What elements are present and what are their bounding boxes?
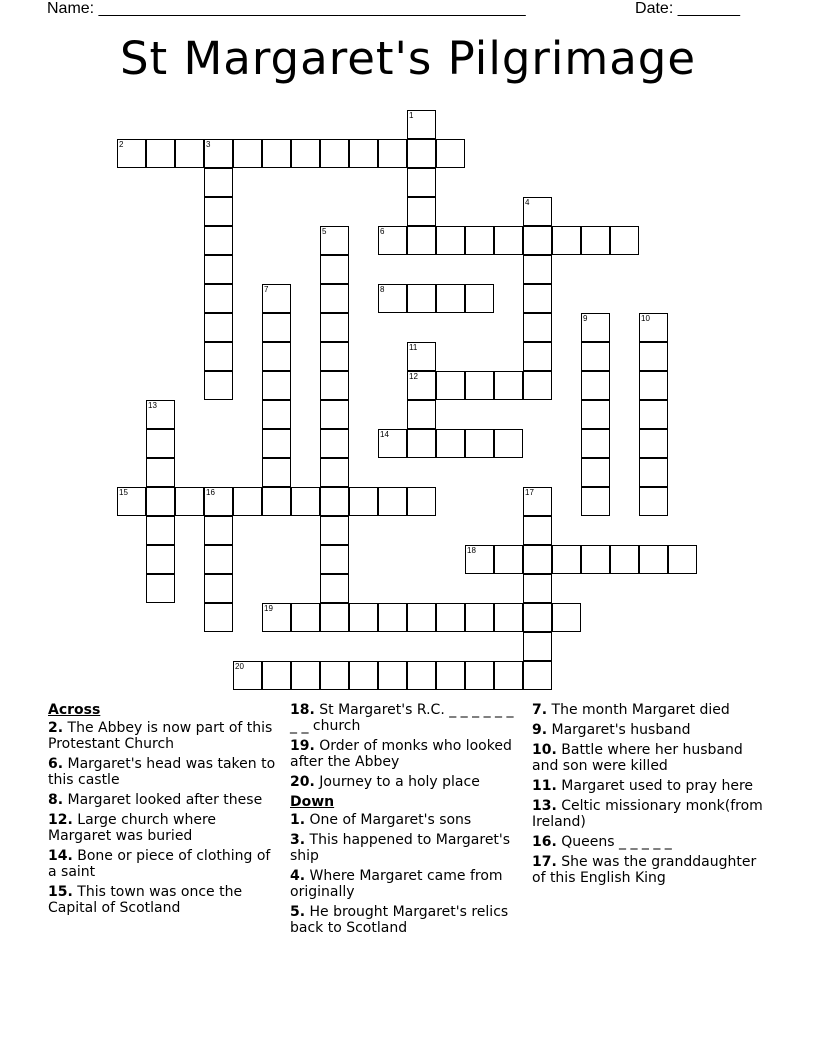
grid-cell[interactable] [262, 139, 291, 168]
grid-cell[interactable] [262, 342, 291, 371]
clue-item-number: 10. [532, 742, 557, 758]
grid-cell[interactable] [262, 661, 291, 690]
grid-cell[interactable] [320, 487, 349, 516]
down-clue-list-continued [532, 702, 768, 886]
clue-item-text: The Abbey is now part of this Protestant Church [48, 720, 273, 752]
grid-cell[interactable] [204, 255, 233, 284]
grid-cell[interactable] [407, 400, 436, 429]
grid-cell[interactable] [320, 313, 349, 342]
clue-item-number: 19. [290, 738, 315, 754]
grid-cell[interactable] [204, 226, 233, 255]
grid-cell[interactable] [465, 284, 494, 313]
clue-item [532, 854, 768, 886]
grid-cell[interactable] [436, 371, 465, 400]
grid-cell[interactable] [175, 487, 204, 516]
clue-item-number: 16. [532, 834, 557, 850]
across-heading: Across [48, 702, 101, 718]
clue-item-text: Queens _ _ _ _ _ [556, 834, 672, 850]
grid-cell[interactable] [146, 545, 175, 574]
grid-cell[interactable] [494, 226, 523, 255]
grid-cell[interactable] [146, 458, 175, 487]
clue-item [532, 834, 768, 850]
clue-item [290, 904, 522, 936]
grid-cell[interactable] [523, 226, 552, 255]
grid-cell[interactable] [117, 139, 146, 168]
clue-item [290, 702, 522, 734]
grid-cell[interactable] [407, 110, 436, 139]
clue-item-text: Battle where her husband and son were killed [532, 742, 743, 774]
clue-item-number: 5. [290, 904, 306, 920]
clues-column-2 [290, 702, 522, 940]
grid-cell[interactable] [349, 603, 378, 632]
clue-item-text: Where Margaret came from originally [290, 868, 503, 900]
grid-cell[interactable] [523, 197, 552, 226]
clue-item-number: 1. [290, 812, 306, 828]
clue-number: 6 [380, 227, 385, 236]
grid-cell[interactable] [204, 574, 233, 603]
grid-cell[interactable] [320, 284, 349, 313]
grid-cell[interactable] [320, 371, 349, 400]
clue-item-number: 8. [48, 792, 64, 808]
grid-cell[interactable] [494, 371, 523, 400]
grid-cell[interactable] [233, 661, 262, 690]
grid-cell[interactable] [436, 429, 465, 458]
grid-cell[interactable] [262, 458, 291, 487]
grid-cell[interactable] [639, 429, 668, 458]
grid-cell[interactable] [523, 371, 552, 400]
grid-cell[interactable] [378, 429, 407, 458]
down-heading: Down [290, 794, 335, 810]
grid-cell[interactable] [465, 371, 494, 400]
grid-cell[interactable] [320, 226, 349, 255]
clue-item-number: 2. [48, 720, 64, 736]
grid-cell[interactable] [378, 226, 407, 255]
clue-number: 12 [409, 372, 418, 381]
clue-number: 3 [206, 140, 211, 149]
grid-cell[interactable] [523, 487, 552, 516]
clue-item-number: 11. [532, 778, 557, 794]
clue-item-text: Margaret's head was taken to this castle [48, 756, 276, 788]
grid-cell[interactable] [378, 487, 407, 516]
grid-cell[interactable] [523, 574, 552, 603]
clue-number: 15 [119, 488, 128, 497]
grid-cell[interactable] [639, 342, 668, 371]
grid-cell[interactable] [494, 661, 523, 690]
grid-cell[interactable] [320, 139, 349, 168]
grid-cell[interactable] [407, 139, 436, 168]
grid-cell[interactable] [581, 458, 610, 487]
grid-cell[interactable] [204, 545, 233, 574]
grid-cell[interactable] [262, 371, 291, 400]
clue-number: 7 [264, 285, 269, 294]
grid-cell[interactable] [349, 661, 378, 690]
grid-cell[interactable] [581, 429, 610, 458]
grid-cell[interactable] [233, 487, 262, 516]
grid-cell[interactable] [175, 139, 204, 168]
clues-column-3 [532, 702, 768, 890]
clue-item-text: Bone or piece of clothing of a saint [48, 848, 271, 880]
clue-item-number: 14. [48, 848, 73, 864]
grid-cell[interactable] [233, 139, 262, 168]
across-clue-list [48, 720, 278, 916]
clue-item [290, 832, 522, 864]
grid-cell[interactable] [639, 545, 668, 574]
grid-cell[interactable] [146, 516, 175, 545]
clues-column-1 [48, 702, 278, 920]
grid-cell[interactable] [523, 284, 552, 313]
clue-item [48, 756, 278, 788]
grid-cell[interactable] [407, 487, 436, 516]
clue-item-text: Margaret's husband [547, 722, 691, 738]
grid-cell[interactable] [378, 603, 407, 632]
grid-cell[interactable] [523, 545, 552, 574]
grid-cell[interactable] [262, 429, 291, 458]
grid-cell[interactable] [204, 313, 233, 342]
clue-item-number: 9. [532, 722, 548, 738]
clue-number: 4 [525, 198, 530, 207]
grid-cell[interactable] [552, 603, 581, 632]
clue-item-text: Celtic missionary monk(from Ireland) [532, 798, 763, 830]
grid-cell[interactable] [668, 545, 697, 574]
clue-item [290, 774, 522, 790]
grid-cell[interactable] [291, 139, 320, 168]
grid-cell[interactable] [262, 284, 291, 313]
grid-cell[interactable] [639, 313, 668, 342]
grid-cell[interactable] [465, 661, 494, 690]
grid-cell[interactable] [320, 603, 349, 632]
grid-cell[interactable] [436, 603, 465, 632]
grid-cell[interactable] [320, 661, 349, 690]
grid-cell[interactable] [407, 226, 436, 255]
clue-item-number: 3. [290, 832, 306, 848]
across-clue-list-continued [290, 702, 522, 790]
grid-cell[interactable] [204, 342, 233, 371]
grid-cell[interactable] [349, 139, 378, 168]
grid-cell[interactable] [407, 603, 436, 632]
grid-cell[interactable] [610, 545, 639, 574]
clue-number: 9 [583, 314, 588, 323]
clue-item-text: She was the granddaughter of this English King [532, 854, 757, 886]
clue-number: 8 [380, 285, 385, 294]
clue-item [48, 848, 278, 880]
grid-cell[interactable] [407, 342, 436, 371]
clue-item-number: 17. [532, 854, 557, 870]
clue-item-text: Journey to a holy place [314, 774, 480, 790]
clue-item [532, 722, 768, 738]
grid-cell[interactable] [291, 661, 320, 690]
grid-cell[interactable] [146, 400, 175, 429]
grid-cell[interactable] [407, 168, 436, 197]
clue-number: 14 [380, 430, 389, 439]
grid-cell[interactable] [465, 545, 494, 574]
clue-item-text: One of Margaret's sons [305, 812, 472, 828]
grid-cell[interactable] [581, 313, 610, 342]
clue-item [532, 702, 768, 718]
grid-cell[interactable] [262, 487, 291, 516]
clue-item-number: 6. [48, 756, 64, 772]
grid-cell[interactable] [465, 603, 494, 632]
grid-cell[interactable] [523, 603, 552, 632]
grid-cell[interactable] [523, 313, 552, 342]
clue-item-number: 20. [290, 774, 315, 790]
grid-cell[interactable] [523, 255, 552, 284]
grid-cell[interactable] [494, 603, 523, 632]
clue-number: 2 [119, 140, 124, 149]
clue-number: 20 [235, 662, 244, 671]
clue-item [290, 738, 522, 770]
clue-item-text: This town was once the Capital of Scotland [48, 884, 243, 916]
grid-cell[interactable] [523, 516, 552, 545]
clue-item [532, 798, 768, 830]
grid-cell[interactable] [610, 226, 639, 255]
grid-cell[interactable] [407, 284, 436, 313]
clue-item-text: Order of monks who looked after the Abbey [290, 738, 512, 770]
grid-cell[interactable] [581, 371, 610, 400]
clue-item [48, 720, 278, 752]
grid-cell[interactable] [320, 400, 349, 429]
clue-number: 13 [148, 401, 157, 410]
name-field-label[interactable]: Name: ________________________________________________ [47, 0, 526, 17]
grid-cell[interactable] [320, 516, 349, 545]
clue-item-number: 15. [48, 884, 73, 900]
grid-cell[interactable] [639, 487, 668, 516]
grid-cell[interactable] [204, 487, 233, 516]
grid-cell[interactable] [407, 197, 436, 226]
grid-cell[interactable] [291, 487, 320, 516]
grid-cell[interactable] [407, 371, 436, 400]
grid-cell[interactable] [291, 603, 320, 632]
grid-cell[interactable] [378, 284, 407, 313]
clue-item-number: 13. [532, 798, 557, 814]
grid-cell[interactable] [146, 487, 175, 516]
clue-item-text: Margaret looked after these [63, 792, 263, 808]
clue-item-text: St Margaret's R.C. _ _ _ _ _ _ _ _ church [290, 702, 514, 734]
grid-cell[interactable] [204, 139, 233, 168]
grid-cell[interactable] [523, 342, 552, 371]
clue-item-text: The month Margaret died [547, 702, 730, 718]
grid-cell[interactable] [436, 226, 465, 255]
grid-cell[interactable] [639, 400, 668, 429]
grid-cell[interactable] [320, 429, 349, 458]
grid-cell[interactable] [378, 139, 407, 168]
grid-cell[interactable] [581, 226, 610, 255]
grid-cell[interactable] [204, 603, 233, 632]
clue-item [532, 778, 768, 794]
clue-number: 11 [409, 343, 418, 352]
grid-cell[interactable] [320, 342, 349, 371]
date-field-label[interactable]: Date: _______ [635, 0, 740, 17]
clue-item-text: Margaret used to pray here [556, 778, 754, 794]
grid-cell[interactable] [146, 574, 175, 603]
puzzle-title: St Margaret's Pilgrimage [119, 32, 697, 85]
clue-item-text: This happened to Margaret's ship [290, 832, 511, 864]
clue-item [48, 792, 278, 808]
grid-cell[interactable] [204, 197, 233, 226]
grid-cell[interactable] [581, 545, 610, 574]
clue-item-number: 12. [48, 812, 73, 828]
down-clue-list [290, 812, 522, 936]
grid-cell[interactable] [581, 342, 610, 371]
grid-cell[interactable] [320, 458, 349, 487]
grid-cell[interactable] [320, 255, 349, 284]
grid-cell[interactable] [465, 226, 494, 255]
grid-cell[interactable] [320, 545, 349, 574]
grid-cell[interactable] [349, 487, 378, 516]
grid-cell[interactable] [204, 284, 233, 313]
grid-cell[interactable] [204, 371, 233, 400]
clue-item-number: 7. [532, 702, 548, 718]
grid-cell[interactable] [552, 545, 581, 574]
clue-number: 18 [467, 546, 476, 555]
clue-item-text: Large church where Margaret was buried [48, 812, 217, 844]
grid-cell[interactable] [465, 429, 494, 458]
grid-cell[interactable] [494, 429, 523, 458]
clue-item [48, 812, 278, 844]
clue-number: 10 [641, 314, 650, 323]
grid-cell[interactable] [639, 458, 668, 487]
clue-number: 16 [206, 488, 215, 497]
grid-cell[interactable] [523, 661, 552, 690]
worksheet-header [47, 0, 740, 22]
clue-number: 5 [322, 227, 327, 236]
grid-cell[interactable] [146, 139, 175, 168]
grid-cell[interactable] [117, 487, 146, 516]
grid-cell[interactable] [407, 429, 436, 458]
grid-cell[interactable] [262, 400, 291, 429]
grid-cell[interactable] [320, 574, 349, 603]
clue-item [290, 812, 522, 828]
grid-cell[interactable] [581, 487, 610, 516]
grid-cell[interactable] [639, 371, 668, 400]
clue-item-number: 18. [290, 702, 315, 718]
clue-item-number: 4. [290, 868, 306, 884]
clue-number: 17 [525, 488, 534, 497]
grid-cell[interactable] [494, 545, 523, 574]
grid-cell[interactable] [436, 661, 465, 690]
grid-cell[interactable] [436, 139, 465, 168]
clue-item-text: He brought Margaret's relics back to Scotland [290, 904, 509, 936]
clue-number: 19 [264, 604, 273, 613]
grid-cell[interactable] [204, 168, 233, 197]
grid-cell[interactable] [262, 313, 291, 342]
grid-cell[interactable] [146, 429, 175, 458]
grid-cell[interactable] [262, 603, 291, 632]
grid-cell[interactable] [407, 661, 436, 690]
grid-cell[interactable] [378, 661, 407, 690]
grid-cell[interactable] [436, 284, 465, 313]
clue-number: 1 [409, 111, 414, 120]
grid-cell[interactable] [523, 632, 552, 661]
clue-item [290, 868, 522, 900]
grid-cell[interactable] [204, 516, 233, 545]
clue-item [532, 742, 768, 774]
clue-item [48, 884, 278, 916]
grid-cell[interactable] [552, 226, 581, 255]
grid-cell[interactable] [581, 400, 610, 429]
